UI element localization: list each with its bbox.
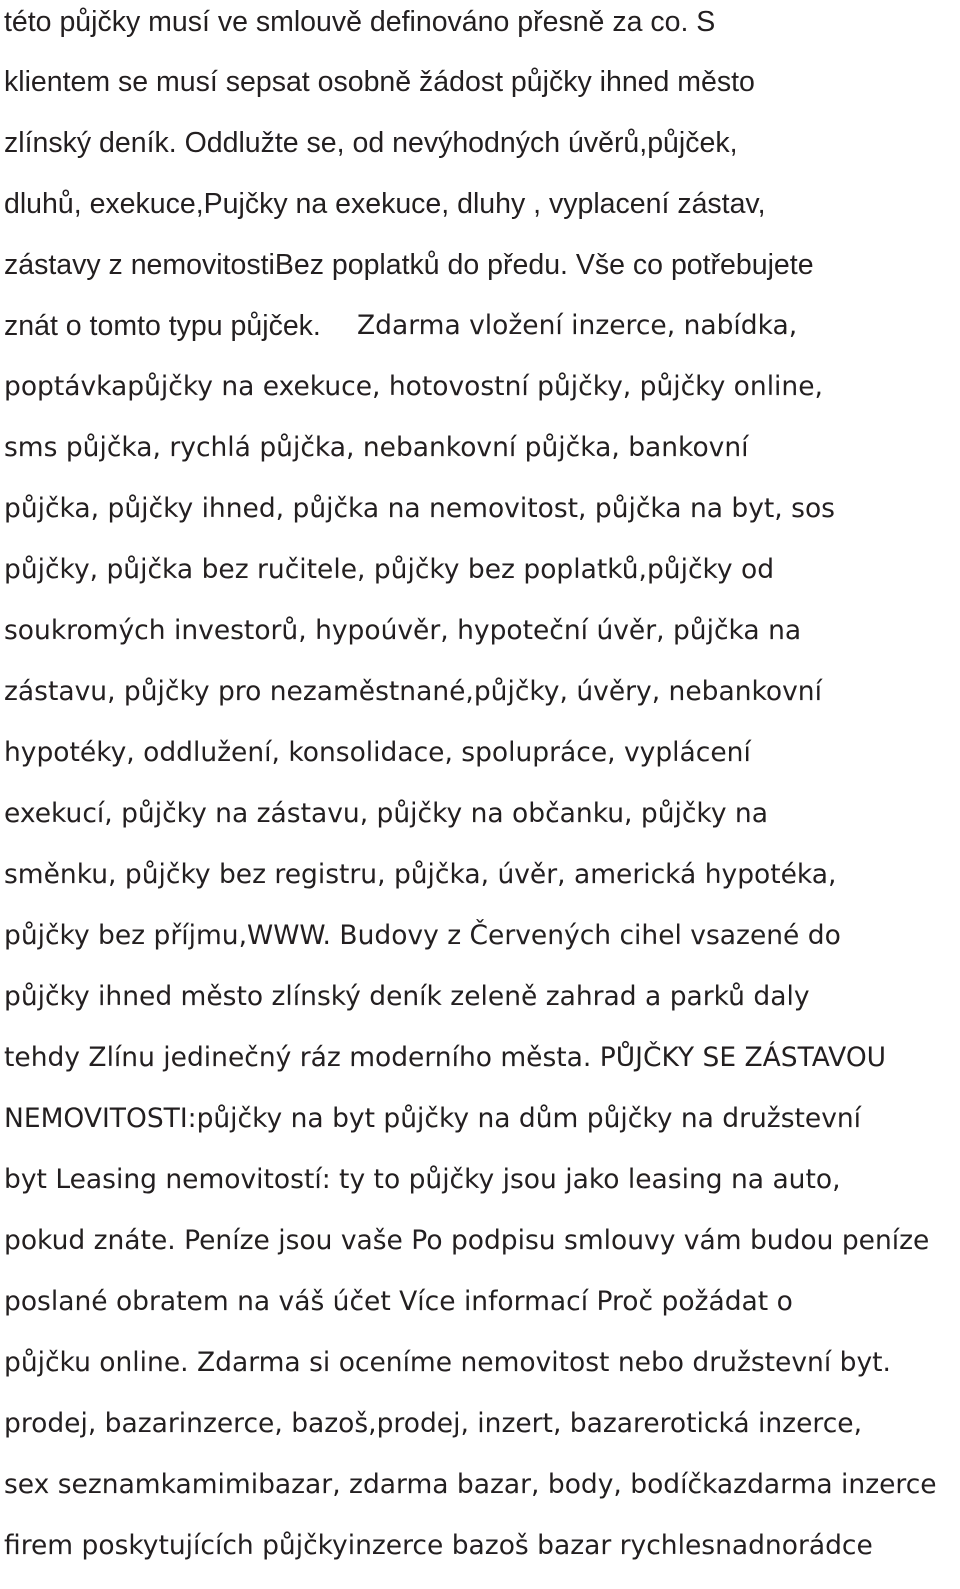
text-line-4: dluhů, exekuce,Pujčky na exekuce, dluhy , vyplacení zástav, <box>4 188 766 220</box>
text-line-14: exekucí, půjčky na zástavu, půjčky na občanku, půjčky na <box>4 798 768 829</box>
text-line-18: tehdy Zlínu jedinečný ráz moderního města. PŮJČKY SE ZÁSTAVOU <box>4 1042 887 1073</box>
text-line-26: firem poskytujících půjčkyinzerce bazoš bazar rychlesnadnorádce <box>4 1530 873 1561</box>
text-line-21: pokud znáte. Peníze jsou vaše Po podpisu smlouvy vám budou peníze <box>4 1225 930 1256</box>
text-line-1: této půjčky musí ve smlouvě definováno přesně za co. S <box>4 6 716 38</box>
text-line-6b: Zdarma vložení inzerce, nabídka, <box>357 310 798 341</box>
text-line-15: směnku, půjčky bez registru, půjčka, úvěr, americká hypotéka, <box>4 859 837 890</box>
text-line-12: zástavu, půjčky pro nezaměstnané,půjčky, úvěry, nebankovní <box>4 676 822 707</box>
text-line-6: znát o tomto typu půjček. <box>4 310 321 342</box>
text-line-5: zástavy z nemovitostiBez poplatků do předu. Vše co potřebujete <box>4 249 814 281</box>
text-line-16: půjčky bez příjmu,WWW. Budovy z Červených cihel vsazené do <box>4 920 841 951</box>
text-line-17: půjčky ihned město zlínský deník zeleně zahrad a parků daly <box>4 981 810 1012</box>
text-line-23: půjčku online. Zdarma si oceníme nemovitost nebo družstevní byt. <box>4 1347 891 1378</box>
text-line-20: byt Leasing nemovitostí: ty to půjčky jsou jako leasing na auto, <box>4 1164 841 1195</box>
text-line-24: prodej, bazarinzerce, bazoš,prodej, inzert, bazarerotická inzerce, <box>4 1408 862 1439</box>
text-line-25: sex seznamkamimibazar, zdarma bazar, body, bodíčkazdarma inzerce <box>4 1469 937 1500</box>
text-line-22: poslané obratem na váš účet Více informací Proč požádat o <box>4 1286 793 1317</box>
text-line-7: poptávkapůjčky na exekuce, hotovostní půjčky, půjčky online, <box>4 371 823 402</box>
text-line-3: zlínský deník. Oddlužte se, od nevýhodných úvěrů,půjček, <box>4 127 738 159</box>
text-line-13: hypotéky, oddlužení, konsolidace, spolupráce, vyplácení <box>4 737 751 768</box>
text-line-10: půjčky, půjčka bez ručitele, půjčky bez poplatků,půjčky od <box>4 554 775 585</box>
text-line-11: soukromých investorů, hypoúvěr, hypoteční úvěr, půjčka na <box>4 615 802 646</box>
text-line-2: klientem se musí sepsat osobně žádost půjčky ihned město <box>4 66 755 98</box>
text-line-8: sms půjčka, rychlá půjčka, nebankovní půjčka, bankovní <box>4 432 749 463</box>
text-line-9: půjčka, půjčky ihned, půjčka na nemovitost, půjčka na byt, sos <box>4 493 835 524</box>
text-line-19: NEMOVITOSTI:půjčky na byt půjčky na dům půjčky na družstevní <box>4 1103 862 1134</box>
